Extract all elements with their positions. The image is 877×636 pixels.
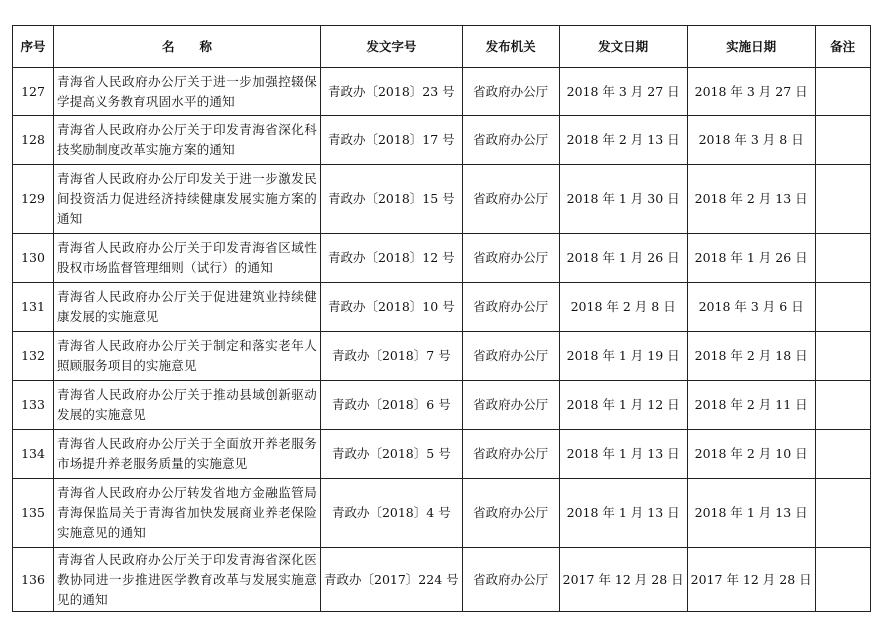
row-issuer: 省政府办公厅 bbox=[462, 234, 559, 283]
row-issue-date: 2018 年 1 月 12 日 bbox=[559, 381, 687, 430]
row-issuer: 省政府办公厅 bbox=[462, 332, 559, 381]
table-row bbox=[13, 68, 871, 116]
row-effective-date: 2018 年 2 月 18 日 bbox=[687, 332, 815, 381]
header-name: 名 称 bbox=[54, 26, 321, 68]
row-no: 135 bbox=[13, 479, 54, 548]
row-issuer: 省政府办公厅 bbox=[462, 116, 559, 165]
row-name: 青海省人民政府办公厅关于制定和落实老年人照顾服务项目的实施意见 bbox=[54, 332, 321, 381]
row-remarks bbox=[815, 116, 870, 165]
row-issue-date: 2018 年 2 月 8 日 bbox=[559, 283, 687, 332]
row-issuer: 省政府办公厅 bbox=[462, 479, 559, 548]
row-effective-date: 2018 年 2 月 13 日 bbox=[687, 165, 815, 234]
row-doc-no: 青政办〔2018〕23 号 bbox=[321, 68, 463, 116]
row-remarks bbox=[815, 548, 870, 612]
row-issuer: 省政府办公厅 bbox=[462, 430, 559, 479]
row-no: 133 bbox=[13, 381, 54, 430]
row-issuer: 省政府办公厅 bbox=[462, 381, 559, 430]
regulations-table bbox=[12, 25, 871, 612]
row-effective-date: 2018 年 3 月 6 日 bbox=[687, 283, 815, 332]
row-no: 134 bbox=[13, 430, 54, 479]
table-row bbox=[13, 234, 871, 283]
row-name: 青海省人民政府办公厅关于印发青海省深化医教协同进一步推进医学教育改革与发展实施意见的通知 bbox=[54, 548, 321, 612]
row-name: 青海省人民政府办公厅关于印发青海省深化科技奖励制度改革实施方案的通知 bbox=[54, 116, 321, 165]
row-effective-date: 2017 年 12 月 28 日 bbox=[687, 548, 815, 612]
header-doc-no: 发文字号 bbox=[321, 26, 463, 68]
row-doc-no: 青政办〔2018〕17 号 bbox=[321, 116, 463, 165]
row-doc-no: 青政办〔2018〕10 号 bbox=[321, 283, 463, 332]
row-name: 青海省人民政府办公厅关于全面放开养老服务市场提升养老服务质量的实施意见 bbox=[54, 430, 321, 479]
table-row bbox=[13, 548, 871, 612]
table-row bbox=[13, 165, 871, 234]
row-doc-no: 青政办〔2018〕7 号 bbox=[321, 332, 463, 381]
row-issue-date: 2018 年 1 月 19 日 bbox=[559, 332, 687, 381]
row-issuer: 省政府办公厅 bbox=[462, 283, 559, 332]
header-issue-date: 发文日期 bbox=[559, 26, 687, 68]
row-issuer: 省政府办公厅 bbox=[462, 68, 559, 116]
row-no: 130 bbox=[13, 234, 54, 283]
header-no: 序号 bbox=[13, 26, 54, 68]
row-name: 青海省人民政府办公厅关于进一步加强控辍保学提高义务教育巩固水平的通知 bbox=[54, 68, 321, 116]
row-issue-date: 2018 年 2 月 13 日 bbox=[559, 116, 687, 165]
row-issue-date: 2017 年 12 月 28 日 bbox=[559, 548, 687, 612]
row-remarks bbox=[815, 283, 870, 332]
row-doc-no: 青政办〔2018〕15 号 bbox=[321, 165, 463, 234]
row-issue-date: 2018 年 1 月 30 日 bbox=[559, 165, 687, 234]
table-row bbox=[13, 430, 871, 479]
row-remarks bbox=[815, 381, 870, 430]
row-effective-date: 2018 年 1 月 26 日 bbox=[687, 234, 815, 283]
row-name: 青海省人民政府办公厅关于印发青海省区域性股权市场监督管理细则（试行）的通知 bbox=[54, 234, 321, 283]
table-row bbox=[13, 381, 871, 430]
row-name: 青海省人民政府办公厅关于促进建筑业持续健康发展的实施意见 bbox=[54, 283, 321, 332]
table-row bbox=[13, 116, 871, 165]
row-issue-date: 2018 年 1 月 13 日 bbox=[559, 430, 687, 479]
row-no: 129 bbox=[13, 165, 54, 234]
row-issuer: 省政府办公厅 bbox=[462, 548, 559, 612]
row-no: 132 bbox=[13, 332, 54, 381]
row-effective-date: 2018 年 3 月 8 日 bbox=[687, 116, 815, 165]
row-name: 青海省人民政府办公厅转发省地方金融监管局青海保监局关于青海省加快发展商业养老保险实施意见的通知 bbox=[54, 479, 321, 548]
row-remarks bbox=[815, 332, 870, 381]
row-no: 127 bbox=[13, 68, 54, 116]
table-row bbox=[13, 332, 871, 381]
row-no: 131 bbox=[13, 283, 54, 332]
row-remarks bbox=[815, 68, 870, 116]
table-row bbox=[13, 283, 871, 332]
row-doc-no: 青政办〔2018〕6 号 bbox=[321, 381, 463, 430]
row-name: 青海省人民政府办公厅印发关于进一步激发民间投资活力促进经济持续健康发展实施方案的通知 bbox=[54, 165, 321, 234]
row-issue-date: 2018 年 3 月 27 日 bbox=[559, 68, 687, 116]
row-issuer: 省政府办公厅 bbox=[462, 165, 559, 234]
row-effective-date: 2018 年 2 月 11 日 bbox=[687, 381, 815, 430]
row-doc-no: 青政办〔2018〕5 号 bbox=[321, 430, 463, 479]
row-remarks bbox=[815, 234, 870, 283]
row-name: 青海省人民政府办公厅关于推动县域创新驱动发展的实施意见 bbox=[54, 381, 321, 430]
row-doc-no: 青政办〔2017〕224 号 bbox=[321, 548, 463, 612]
row-effective-date: 2018 年 3 月 27 日 bbox=[687, 68, 815, 116]
table-row bbox=[13, 479, 871, 548]
header-remarks: 备注 bbox=[815, 26, 870, 68]
row-effective-date: 2018 年 1 月 13 日 bbox=[687, 479, 815, 548]
header-effective-date: 实施日期 bbox=[687, 26, 815, 68]
table-header-row bbox=[13, 26, 871, 68]
row-issue-date: 2018 年 1 月 26 日 bbox=[559, 234, 687, 283]
row-no: 136 bbox=[13, 548, 54, 612]
row-remarks bbox=[815, 430, 870, 479]
row-doc-no: 青政办〔2018〕12 号 bbox=[321, 234, 463, 283]
header-issuer: 发布机关 bbox=[462, 26, 559, 68]
row-remarks bbox=[815, 165, 870, 234]
row-issue-date: 2018 年 1 月 13 日 bbox=[559, 479, 687, 548]
row-remarks bbox=[815, 479, 870, 548]
row-doc-no: 青政办〔2018〕4 号 bbox=[321, 479, 463, 548]
row-no: 128 bbox=[13, 116, 54, 165]
row-effective-date: 2018 年 2 月 10 日 bbox=[687, 430, 815, 479]
